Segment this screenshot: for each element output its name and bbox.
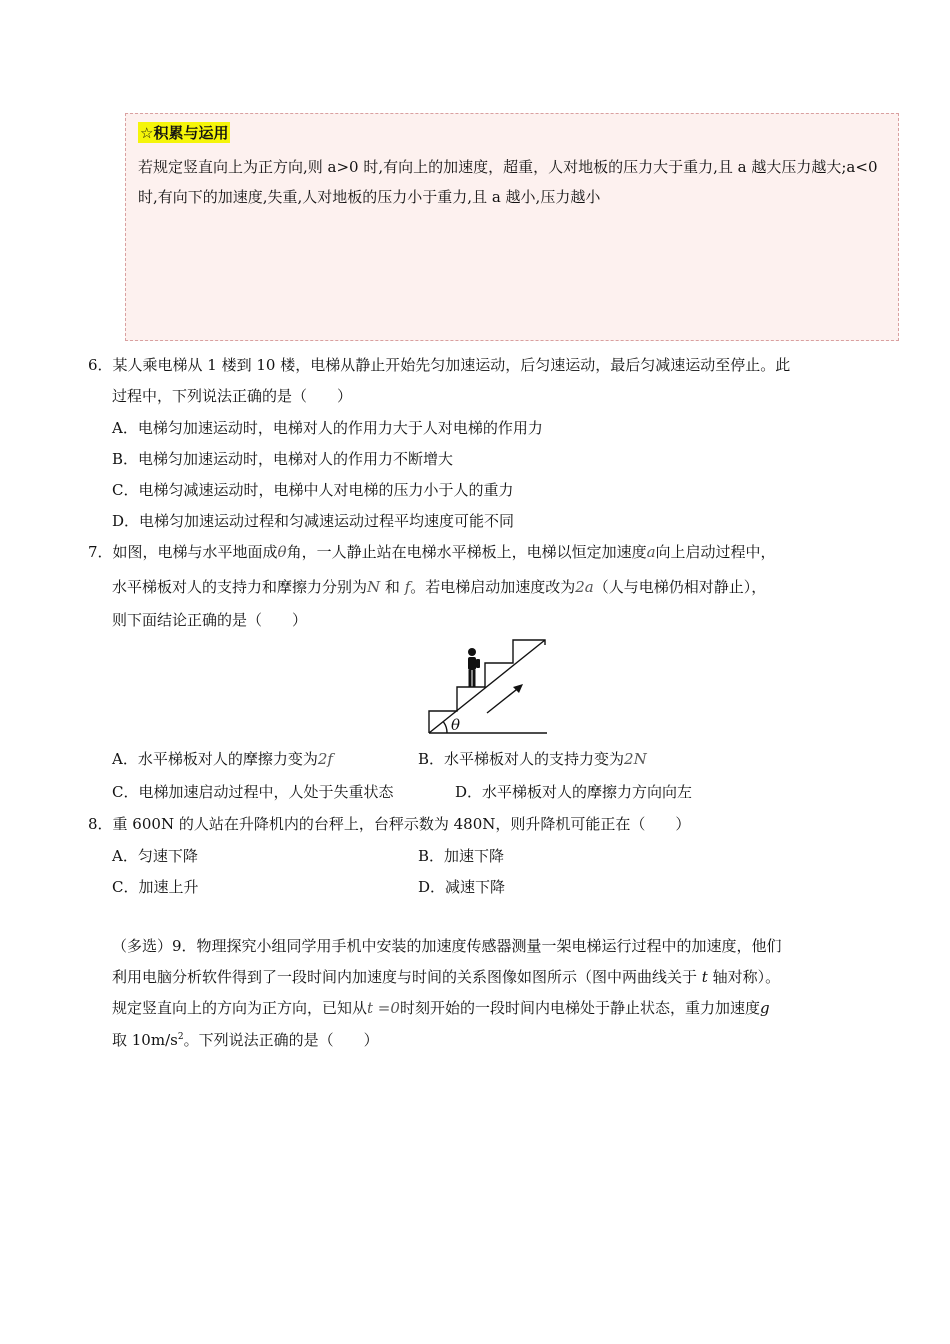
escalator-figure [425,637,549,735]
q7-option-a [112,748,333,769]
q6-option-a: A．电梯匀加速运动时，电梯对人的作用力大于人对电梯的作用力 [112,419,543,437]
acceleration-arrow [487,686,521,713]
q7-b-value: 2N [624,750,647,768]
q6-option-d: D．电梯匀加速运动过程和匀减速运动过程平均速度可能不同 [112,512,515,530]
q9-line2b: 轴对称）。 [707,968,781,986]
q7-option-b [418,748,647,769]
q7-option-c: C．电梯加速启动过程中，人处于失重状态 [112,783,394,801]
q7-stem2a: 水平梯板对人的支持力和摩擦力分别为 [112,578,368,596]
q8-option-b: B．加速下降 [418,847,505,865]
q8-option-a: A．匀速下降 [112,847,198,865]
theta-symbol: θ [277,543,287,561]
figure-theta-label: θ [451,716,461,734]
q9-line4a: 取 10 [112,1031,151,1049]
q7-a-value: 2f [317,750,333,768]
q9-line3 [112,997,770,1018]
q7-b-text: B．水平梯板对人的支持力变为 [418,750,625,768]
q7-stem-line2 [112,576,766,597]
q8-stem: 8．重 600N 的人站在升降机内的台秤上，台秤示数为 480N，则升降机可能正在（ ） [88,815,691,833]
q7-stem-line1 [88,541,776,562]
q7-a-text: A．水平梯板对人的摩擦力变为 [112,750,318,768]
q7-stem2c: 。若电梯启动加速度改为 [410,578,576,596]
q9-line3b: 时刻开始的一段时间内电梯处于静止状态，重力加速度 [399,999,760,1017]
f-symbol: f [404,578,411,596]
q7-stem-line3: 则下面结论正确的是（ ） [112,611,308,629]
q9-line3a: 规定竖直向上的方向为正方向，已知从 [112,999,368,1017]
q7-stem1c: 向上启动过程中， [655,543,776,561]
q6-option-c: C．电梯匀减速运动时，电梯中人对电梯的压力小于人的重力 [112,481,514,499]
q7-stem1b: 角，一人静止站在电梯水平梯板上，电梯以恒定加速度 [286,543,647,561]
q9-line1: （多选）9．物理探究小组同学用手机中安装的加速度传感器测量一架电梯运行过程中的加速度，他们 [112,937,782,955]
highlight-box [125,113,899,341]
n-symbol: N [367,578,381,596]
t0-symbol: t =0 [367,999,400,1017]
t-symbol: t [701,968,708,986]
a-symbol: a [646,543,656,561]
person-icon [468,648,480,687]
unit-sup: 2 [177,1032,184,1042]
q6-stem-line1: 6．某人乘电梯从 1 楼到 10 楼，电梯从静止开始先匀加速运动，后匀速运动，最后匀减速运动至停止。此 [88,356,791,374]
escalator-incline [429,640,545,733]
angle-arc [444,722,448,733]
q9-line4 [112,1029,379,1050]
q9-line4b: 。下列说法正确的是（ ） [183,1031,379,1049]
q8-option-d: D．减速下降 [418,878,506,896]
2a-symbol: 2a [575,578,594,596]
box-title: ☆积累与运用 [140,124,229,142]
q9-line2a: 利用电脑分析软件得到了一段时间内加速度与时间的关系图像如图所示（图中两曲线关于 [112,968,702,986]
box-text: 若规定竖直向上为正方向,则 a>0 时,有向上的加速度，超重，人对地板的压力大于重力,且 a 越大压力越大;a<0 时,有向下的加速度,失重,人对地板的压力小于重力,且 a 越小,压力越小 [138,158,878,206]
q7-stem2b: 和 [380,578,405,596]
q7-stem1a: 7．如图，电梯与水平地面成 [88,543,278,561]
q6-option-b: B．电梯匀加速运动时，电梯对人的作用力不断增大 [112,450,454,468]
q9-line2 [112,966,780,987]
g-symbol: g [759,999,770,1017]
q6-stem-line2: 过程中，下列说法正确的是（ ） [112,387,353,405]
q7-stem2d: （人与电梯仍相对静止）， [593,578,767,596]
unit-ms: m/s [150,1031,178,1049]
q7-option-d: D．水平梯板对人的摩擦力方向向左 [455,783,693,801]
q8-option-c: C．加速上升 [112,878,199,896]
